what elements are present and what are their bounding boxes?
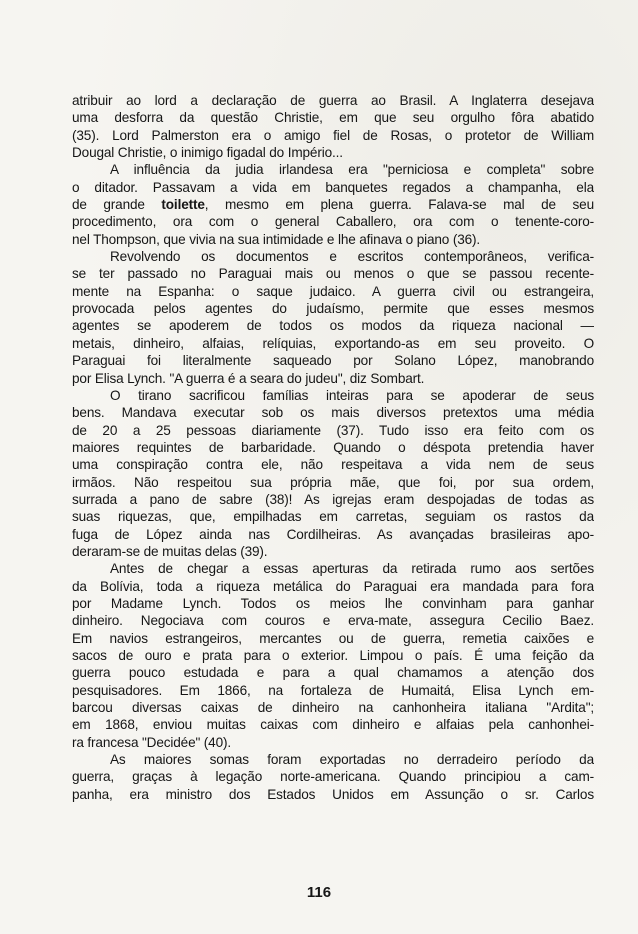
text-line	[72, 491, 594, 508]
line-text: procedimento, ora com o general Caballero, ora com o tenente-coro-	[72, 214, 594, 230]
text-line	[72, 92, 594, 109]
line-text: uma conspiração contra ele, não respeitava a vida nem de seus	[72, 457, 594, 473]
line-text: agentes se apoderem de todos os modos da riqueza nacional —	[72, 318, 594, 334]
text-line	[72, 456, 594, 473]
line-text: barcou diversas caixas de dinheiro na canhonheira italiana "Ardita";	[72, 700, 594, 716]
text-line	[72, 439, 594, 456]
bold-term: toilette	[161, 197, 205, 213]
line-text: surrada a pano de sabre (38)! As igrejas eram despojadas de todas as	[72, 491, 594, 507]
text-line	[72, 179, 594, 196]
line-text: se ter passado no Paraguai mais ou menos o que se passou recente-	[72, 266, 594, 282]
text-line	[72, 595, 594, 612]
line-text: fuga de López ainda nas Cordilheiras. As avançadas brasileiras apo-	[72, 526, 594, 542]
text-line	[72, 578, 594, 595]
text-line	[72, 647, 594, 664]
text-line	[72, 630, 594, 647]
line-text: em 1868, enviou muitas caixas com dinheiro e alfaias pela canhonhei-	[72, 717, 594, 733]
text-line	[72, 682, 594, 699]
line-text: irmãos. Não respeitou sua própria mãe, que foi, por sua ordem,	[72, 474, 594, 490]
line-text: deraram-se de muitas delas (39).	[72, 543, 268, 559]
line-text: da Bolívia, toda a riqueza metálica do Paraguai era mandada para fora	[72, 578, 594, 594]
text-line	[72, 560, 594, 577]
line-text: ra francesa "Decidée" (40).	[72, 734, 231, 750]
text-line	[72, 422, 594, 439]
line-text: guerra, graças à legação norte-americana. Quando principiou a cam-	[72, 769, 594, 785]
line-text: metais, dinheiro, alfaias, relíquias, exportando-as em seu proveito. O	[72, 335, 594, 351]
line-text: nel Thompson, que vivia na sua intimidade e lhe afinava o piano (36).	[72, 231, 481, 247]
line-text: atribuir ao lord a declaração de guerra ao Brasil. A Inglaterra desejava	[72, 93, 594, 108]
body-text	[72, 92, 594, 803]
text-line	[72, 768, 594, 785]
line-text: Dougal Christie, o inimigo figadal do Império...	[72, 145, 343, 161]
line-text: O tirano sacrificou famílias inteiras para se apoderar de seus	[110, 387, 594, 403]
text-line	[72, 144, 594, 161]
line-text: As maiores somas foram exportadas no derradeiro período da	[110, 752, 594, 768]
page-number: 116	[306, 884, 332, 901]
line-text: o ditador. Passavam a vida em banquetes regados a champanha, ela	[72, 179, 594, 195]
line-text: guerra pouco estudada e para a qual chamamos a atenção dos	[72, 665, 594, 681]
line-text: uma desforra da questão Christie, em que seu orgulho fôra abatido	[72, 110, 594, 126]
text-line	[72, 317, 594, 334]
text-line	[72, 283, 594, 300]
text-line	[72, 526, 594, 543]
text-line	[72, 543, 594, 560]
text-line	[72, 231, 594, 248]
text-line	[72, 352, 594, 369]
text-line	[72, 404, 594, 421]
line-text: provocada pelos agentes do judaísmo, permite que esses mesmos	[72, 301, 594, 317]
text-line	[72, 716, 594, 733]
text-line	[72, 335, 594, 352]
text-line	[72, 612, 594, 629]
text-line	[72, 786, 594, 803]
line-text-continued: , mesmo em plena guerra. Falava-se mal de seu	[204, 197, 594, 213]
text-line	[72, 109, 594, 126]
text-line	[72, 127, 594, 144]
text-line	[72, 300, 594, 317]
line-text: maiores requintes de barbaridade. Quando o déspota pretendia haver	[72, 439, 594, 455]
text-line	[72, 751, 594, 768]
line-text: por Elisa Lynch. "A guerra é a seara do judeu", diz Sombart.	[72, 370, 425, 386]
line-text: suas riquezas, que, empilhadas em carretas, seguiam os rastos da	[72, 509, 594, 525]
text-line	[72, 213, 594, 230]
line-text: panha, era ministro dos Estados Unidos em Assunção o sr. Carlos	[72, 786, 594, 802]
line-text: A influência da judia irlandesa era "perniciosa e completa" sobre	[110, 162, 594, 178]
line-text: dinheiro. Negociava com couros e erva-mate, assegura Cecilio Baez.	[72, 613, 594, 629]
line-text: bens. Mandava executar sob os mais diversos pretextos uma média	[72, 405, 594, 421]
line-text: de 20 a 25 pessoas diariamente (37). Tudo isso era feito com os	[72, 422, 594, 438]
text-line	[72, 664, 594, 681]
text-line	[72, 370, 594, 387]
text-line	[72, 265, 594, 282]
text-line	[72, 474, 594, 491]
text-line	[72, 248, 594, 265]
line-text: pesquisadores. Em 1866, na fortaleza de Humaitá, Elisa Lynch em-	[72, 682, 594, 698]
line-text: Revolvendo os documentos e escritos contemporâneos, verifica-	[110, 249, 594, 265]
line-text: Em navios estrangeiros, mercantes ou de guerra, remetia caixões e	[72, 630, 594, 646]
line-text: por Madame Lynch. Todos os meios lhe convinham para ganhar	[72, 595, 594, 611]
line-text: sacos de ouro e prata para o exterior. Limpou o país. É uma feição da	[72, 648, 594, 663]
text-line	[72, 734, 594, 751]
line-text: Antes de chegar a essas aperturas da retirada rumo aos sertões	[110, 561, 594, 577]
text-line	[72, 161, 594, 178]
line-text: de grande	[72, 197, 162, 213]
line-text: mente na Espanha: o saque judaico. A guerra civil ou estrangeira,	[72, 283, 594, 299]
text-line	[72, 387, 594, 404]
text-line	[72, 508, 594, 525]
line-text: (35). Lord Palmerston era o amigo fiel de Rosas, o protetor de William	[72, 127, 594, 143]
line-text: Paraguai foi literalmente saqueado por Solano López, manobrando	[72, 353, 594, 369]
text-line	[72, 699, 594, 716]
text-line	[72, 196, 594, 213]
